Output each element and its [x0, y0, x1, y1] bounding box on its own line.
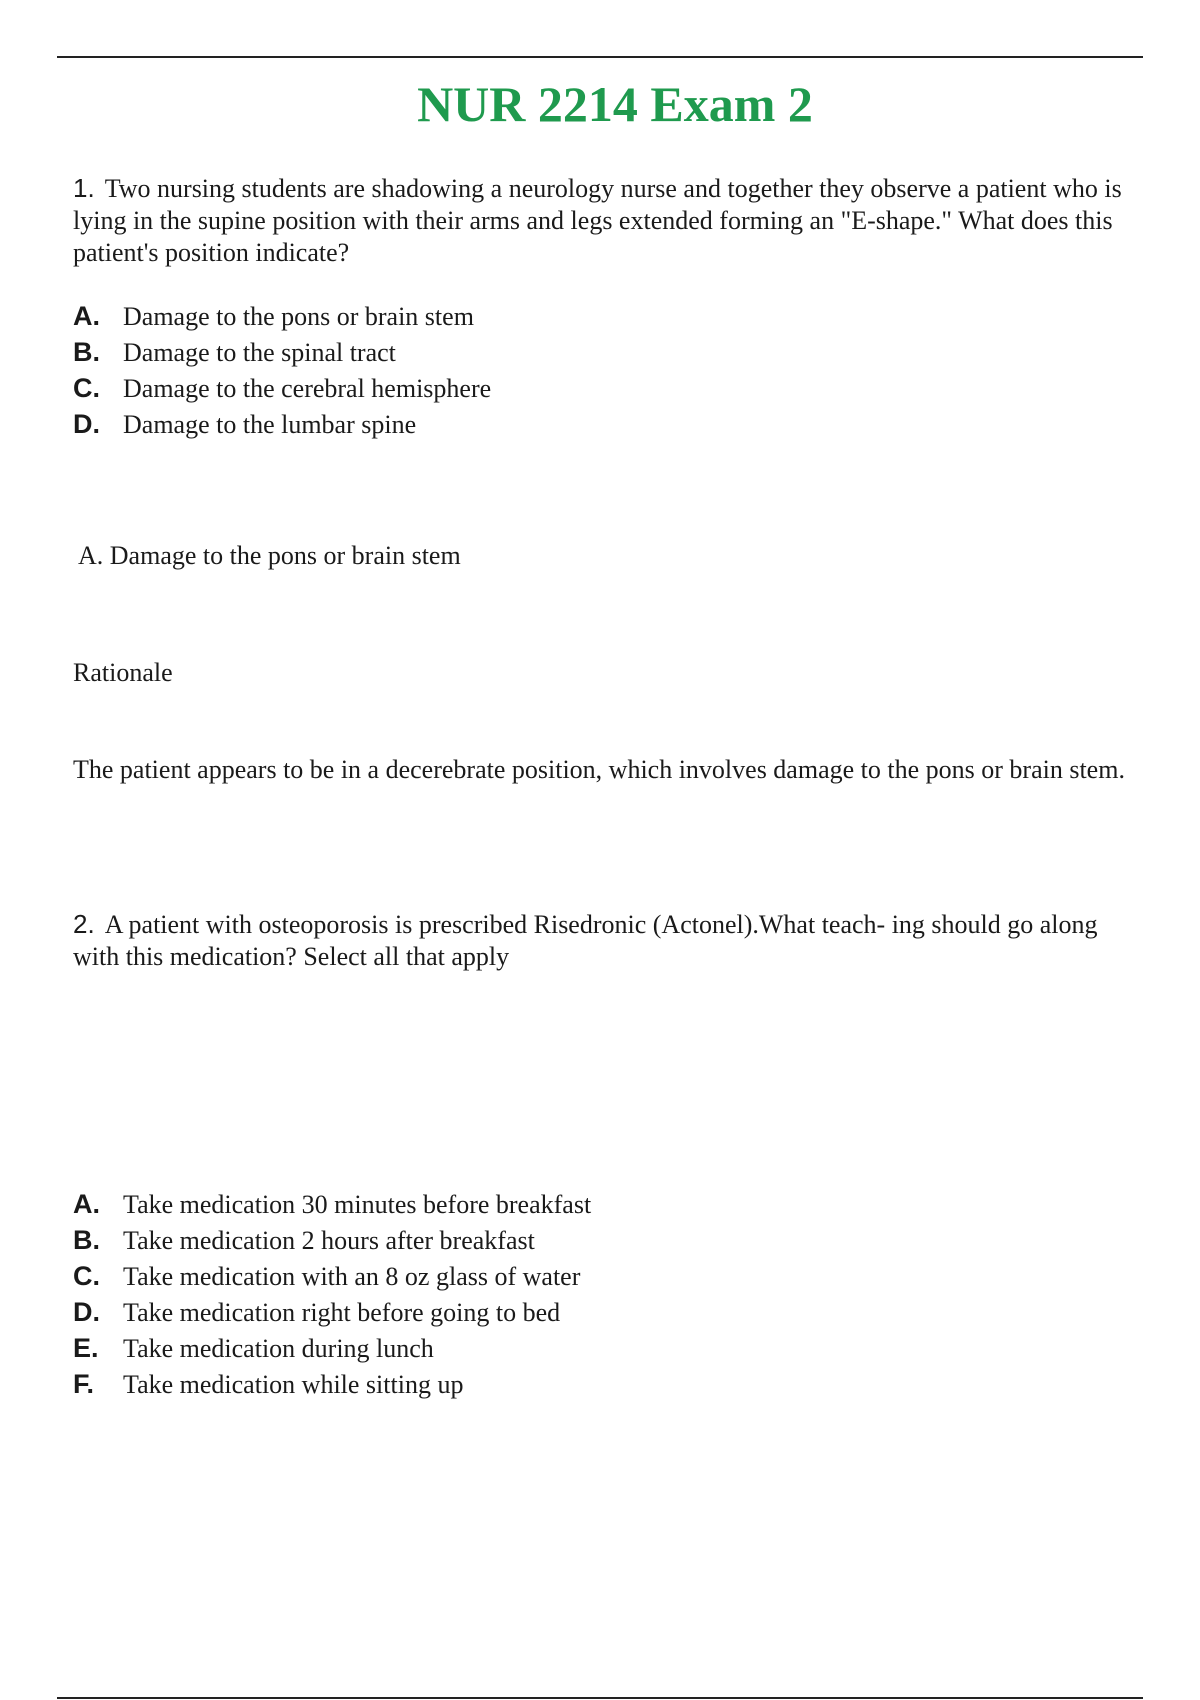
option-f[interactable] — [73, 1366, 973, 1402]
option-text: Damage to the spinal tract — [123, 338, 396, 367]
option-letter: C. — [73, 1261, 100, 1291]
bottom-rule — [57, 1697, 1143, 1699]
option-a[interactable] — [73, 1186, 973, 1222]
option-letter: A. — [73, 301, 100, 331]
rationale-text: The patient appears to be in a decerebrate position, which involves damage to the pons or brain stem. — [73, 755, 1125, 784]
option-b[interactable] — [73, 334, 973, 370]
option-text: Take medication with an 8 oz glass of water — [123, 1262, 581, 1291]
question-1-options — [73, 298, 973, 442]
option-b[interactable] — [73, 1222, 973, 1258]
option-text: Take medication 2 hours after breakfast — [123, 1226, 535, 1255]
option-d[interactable] — [73, 406, 973, 442]
question-2-options — [73, 1186, 973, 1402]
option-letter: B. — [73, 1225, 100, 1255]
option-text: Damage to the pons or brain stem — [123, 302, 474, 331]
option-letter: D. — [73, 1297, 100, 1327]
option-letter: F. — [73, 1369, 95, 1399]
option-a[interactable] — [73, 298, 973, 334]
question-number: 2. — [73, 909, 95, 939]
option-letter: B. — [73, 337, 100, 367]
option-letter: C. — [73, 373, 100, 403]
page-title: NUR 2214 Exam 2 — [417, 76, 813, 132]
option-letter: E. — [73, 1333, 99, 1363]
option-e[interactable] — [73, 1330, 973, 1366]
option-d[interactable] — [73, 1294, 973, 1330]
option-text: Damage to the lumbar spine — [123, 410, 417, 439]
option-letter: A. — [73, 1189, 100, 1219]
option-text: Damage to the cerebral hemisphere — [123, 374, 492, 403]
question-text: A patient with osteoporosis is prescribed Risedronic (Actonel).What teach- ing should go along with this medication? Select all that apply — [73, 910, 1098, 971]
option-text: Take medication right before going to bed — [123, 1298, 561, 1327]
option-text: Take medication during lunch — [123, 1334, 434, 1363]
question-2 — [73, 908, 1143, 973]
answer-text: A. Damage to the pons or brain stem — [78, 541, 461, 570]
question-text: Two nursing students are shadowing a neurology nurse and together they observe a patient who is lying in the supine position with their arms and legs extended forming an "E-shape." What does this patient's position indicate? — [73, 174, 1122, 267]
option-letter: D. — [73, 409, 100, 439]
top-rule — [57, 56, 1143, 58]
option-text: Take medication 30 minutes before breakfast — [123, 1190, 592, 1219]
option-c[interactable] — [73, 1258, 973, 1294]
option-c[interactable] — [73, 370, 973, 406]
question-number: 1. — [73, 173, 95, 203]
option-text: Take medication while sitting up — [123, 1370, 464, 1399]
question-1 — [73, 172, 1143, 269]
rationale-label: Rationale — [73, 658, 173, 687]
